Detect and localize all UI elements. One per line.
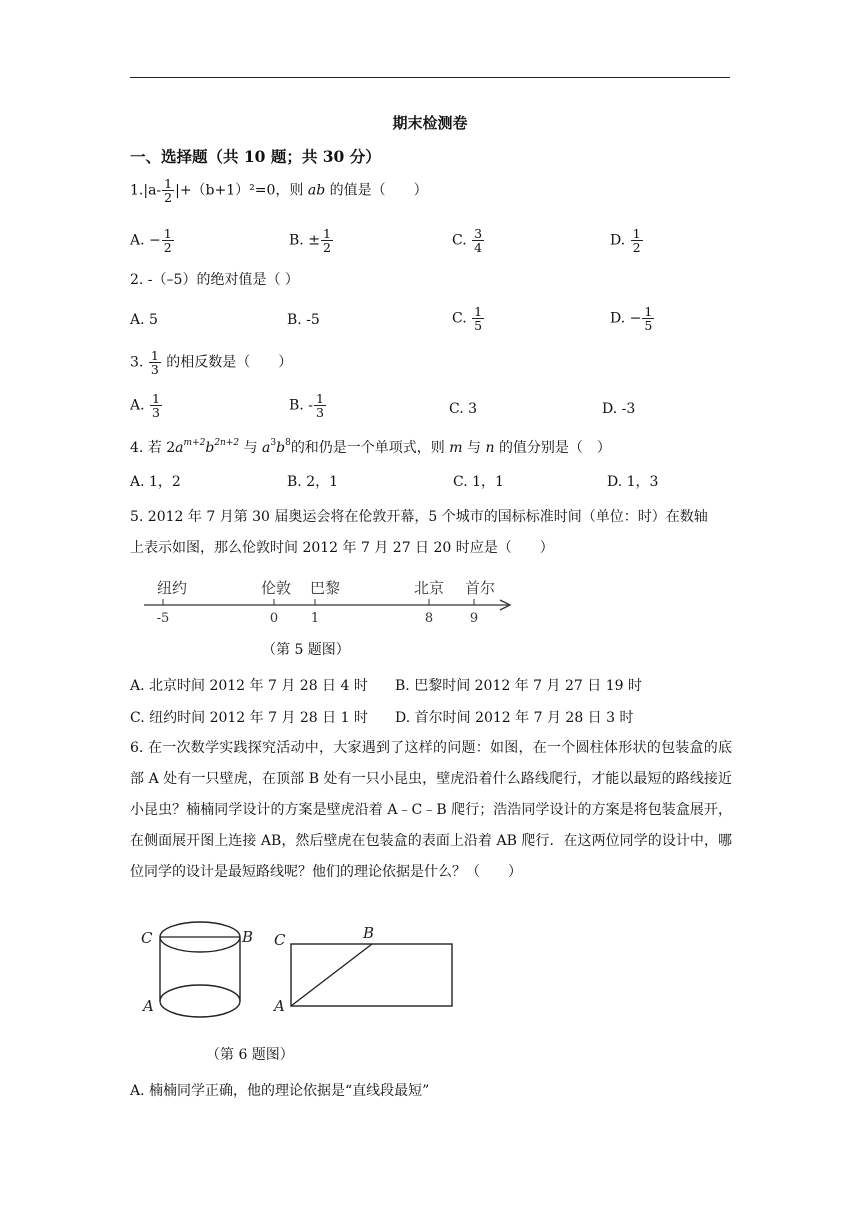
option-frac [631, 227, 643, 254]
q1-num: 1. [130, 182, 144, 199]
q4-m: m [449, 440, 463, 456]
option-frac [150, 392, 162, 419]
option-label: B. [287, 312, 302, 328]
frac-den: 2 [632, 240, 641, 256]
q4-yu: 与 [467, 440, 481, 456]
frac-num: 1 [322, 226, 331, 241]
question-3 [130, 349, 292, 376]
q1-frac [162, 177, 174, 204]
q5-option-d[interactable]: D. 首尔时间 2012 年 7 月 28 日 3 时 [395, 710, 634, 726]
frac-num: 1 [152, 391, 160, 406]
q4-post1: 的和仍是一个单项式，则 [290, 440, 445, 456]
frac-den: 3 [315, 405, 324, 421]
q3-option-d[interactable] [602, 402, 635, 416]
tick-value: 9 [469, 611, 479, 626]
q1-option-d[interactable] [610, 227, 644, 254]
question-5-line2: 上表示如图，那么伦敦时间 2012 年 7 月 27 日 20 时应是（ ） [130, 540, 554, 556]
q1-pre: |a- [143, 182, 162, 199]
q2-option-a[interactable] [130, 313, 158, 327]
q3-option-a[interactable] [130, 392, 163, 419]
option-text: 3 [468, 401, 478, 417]
q1-end: 的值是（ ） [329, 182, 428, 199]
option-frac [162, 227, 174, 254]
q4-exp4: 8 [285, 438, 291, 448]
option-frac [642, 305, 654, 332]
q1-option-c[interactable] [452, 227, 485, 254]
frac-num: 1 [474, 304, 483, 319]
q2-option-d[interactable] [610, 305, 655, 332]
label-a: A [274, 997, 285, 1015]
q4-exp3: 3 [270, 438, 277, 448]
option-frac [321, 227, 333, 254]
q3-num: 3. [130, 354, 144, 371]
frac-num: 3 [474, 226, 483, 241]
q5-option-c[interactable]: C. 纽约时间 2012 年 7 月 28 日 1 时 [130, 710, 368, 726]
city-label: 伦敦 [260, 579, 292, 597]
option-sign: − [629, 310, 642, 327]
option-label: A. [130, 397, 145, 414]
frac-num: 1 [644, 304, 653, 319]
label-a: A [143, 997, 154, 1015]
question-4 [130, 438, 611, 456]
figure-5-caption: （第 5 题图） [262, 642, 350, 658]
header-rule [130, 77, 730, 78]
label-c: C [274, 931, 286, 949]
q4-post2: 的值分别是（ ） [498, 440, 611, 456]
frac-num: 1 [315, 391, 324, 406]
frac-den: 2 [322, 240, 331, 256]
option-label: D. [610, 232, 626, 249]
frac-den: 2 [163, 240, 172, 256]
section-heading: 一、选择题（共 10 题；共 30 分） [130, 147, 381, 166]
q4-b2: b [276, 440, 286, 456]
q4-a1: a [175, 440, 184, 456]
label-c: C [141, 929, 153, 947]
q4-exp2: 2n+2 [214, 438, 240, 448]
path-ab [291, 944, 372, 1006]
q1-option-b[interactable] [289, 227, 334, 254]
tick-value: 1 [310, 611, 320, 626]
option-text: 5 [149, 312, 158, 328]
q2-option-c[interactable] [452, 305, 485, 332]
q5-option-a[interactable]: A. 北京时间 2012 年 7 月 28 日 4 时 [130, 678, 368, 694]
q3-option-b[interactable] [289, 392, 327, 419]
question-6: 6. 在一次数学实践探究活动中，大家遇到了这样的问题：如图，在一个圆柱体形状的包装盒的底部 A 处有一只壁虎，在顶部 B 处有一只小昆虫，壁虎沿着什么路线爬行，才能以最短的路线接近小昆虫？楠楠同学设计的方案是壁虎沿着 A﹣C﹣B 爬行；浩浩同学设计的方案是将包装盒展开，在侧面展开图上连接 AB，然后壁虎在包装盒的表面上沿着 AB 爬行．在这两位同学的设计中，哪位同学的设计是最短路线呢？他们的理论依据是什么？（ ） [130, 740, 732, 880]
q4-pre: 4. 若 2 [130, 440, 176, 456]
option-label: B. [289, 232, 304, 249]
tick-value: -5 [156, 611, 170, 626]
option-label: A. [130, 232, 145, 249]
number-line-figure [140, 572, 520, 630]
option-frac [472, 227, 484, 254]
q4-option-c[interactable]: C. 1，1 [453, 474, 504, 490]
option-sign: − [149, 232, 161, 249]
page-title: 期末检测卷 [392, 114, 468, 132]
option-frac [472, 305, 484, 332]
question-5-line1: 5. 2012 年 7 月第 30 届奥运会将在伦敦开幕，5 个城市的国标标准时间（单位：时）在数轴 [130, 509, 708, 525]
q1-frac-den: 2 [164, 190, 173, 206]
q2-option-b[interactable] [287, 313, 320, 327]
q6-option-a[interactable]: A. 楠楠同学正确，他的理论依据是“直线段最短” [130, 1083, 430, 1099]
frac-num: 1 [150, 348, 159, 363]
tick-value: 8 [424, 611, 434, 626]
option-label: C. [452, 310, 467, 327]
frac-den: 5 [644, 318, 653, 334]
option-label: C. [452, 232, 467, 249]
q4-exp1: m+2 [183, 438, 206, 448]
city-label: 巴黎 [309, 579, 341, 597]
q5-option-b[interactable]: B. 巴黎时间 2012 年 7 月 27 日 19 时 [395, 678, 642, 694]
option-label: A. [130, 312, 145, 328]
tick-value: 0 [269, 611, 279, 626]
q1-post: |+（b+1）²=0，则 [175, 182, 304, 199]
frac-num: 1 [163, 226, 172, 241]
q4-n: n [485, 440, 495, 456]
question-2: 2. -（–5）的绝对值是（ ） [130, 272, 299, 288]
q4-mid: 与 [243, 440, 258, 456]
frac-den: 4 [474, 240, 483, 256]
label-b: B [242, 928, 254, 946]
cylinder-bottom [160, 985, 240, 1017]
option-label: D. [610, 310, 626, 327]
city-label: 纽约 [156, 579, 188, 597]
q1-option-a[interactable] [130, 227, 175, 254]
option-frac [314, 392, 326, 419]
q3-frac [149, 349, 161, 376]
option-label: C. [449, 401, 464, 417]
label-b: B [363, 924, 375, 942]
city-label: 北京 [413, 579, 445, 597]
option-label: B. [289, 397, 304, 414]
frac-den: 5 [474, 318, 483, 334]
frac-num: 1 [632, 226, 641, 241]
q4-b1: b [205, 440, 215, 456]
q4-option-d[interactable]: D. 1，3 [607, 474, 659, 490]
option-sign: ± [308, 232, 320, 249]
city-label: 首尔 [464, 579, 496, 597]
option-sign: - [308, 397, 313, 414]
q4-option-b[interactable]: B. 2，1 [287, 474, 339, 490]
q4-option-a[interactable]: A. 1，2 [130, 474, 181, 490]
option-label: D. [602, 401, 618, 417]
figure-6-caption: （第 6 题图） [206, 1047, 294, 1063]
option-text: -5 [306, 312, 320, 328]
q3-end: 的相反数是（ ） [166, 354, 293, 371]
frac-den: 3 [150, 362, 159, 378]
frac-den: 3 [152, 405, 160, 421]
unfolded-rectangle [291, 944, 452, 1006]
q4-a2: a [262, 440, 271, 456]
option-text: -3 [621, 401, 636, 417]
q3-option-c[interactable] [449, 402, 477, 416]
q1-frac-num: 1 [164, 176, 173, 191]
cylinder-figure [135, 918, 465, 1023]
question-1 [130, 177, 428, 204]
q1-var: ab [307, 182, 326, 199]
